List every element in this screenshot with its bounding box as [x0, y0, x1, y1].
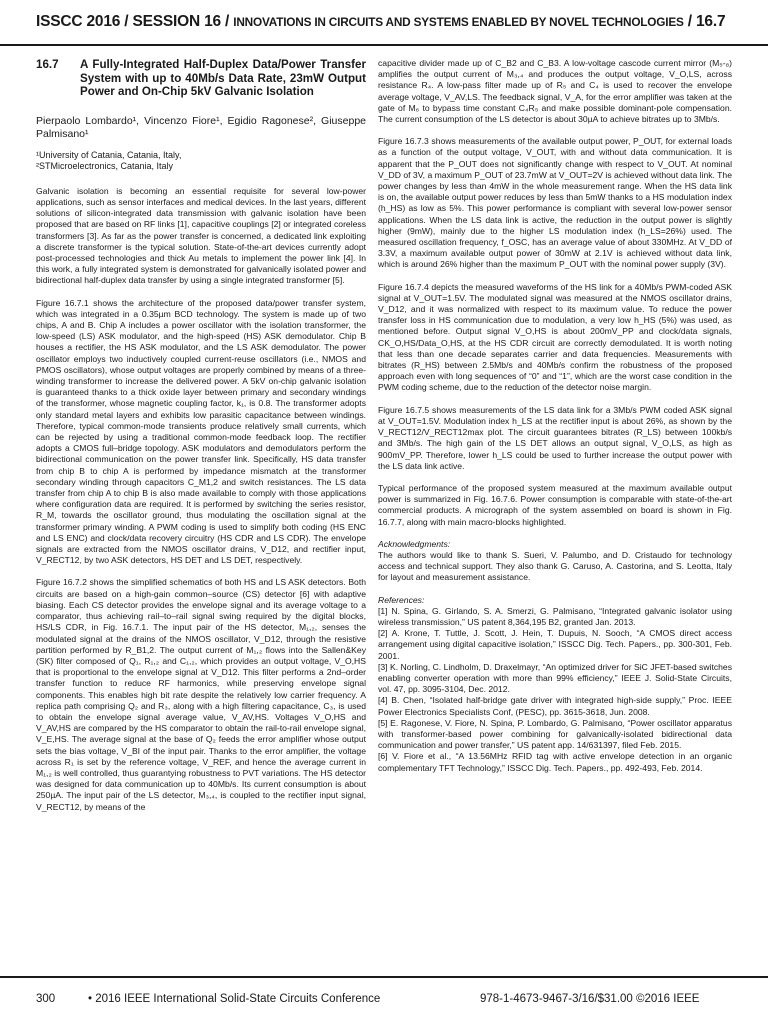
- paper-ref: / 16.7: [683, 13, 726, 30]
- paper-number: 16.7: [36, 58, 59, 71]
- paper-title: A Fully-Integrated Half-Duplex Data/Power Transfer System with up to 40Mb/s Data Rate, 23mW Output Power and On-Chip 5kV Galvanic Isolation: [80, 58, 366, 99]
- reference-item: [3] K. Norling, C. Lindholm, D. Draxelmayr, “An optimized driver for SiC JFET-based switches enabling converter operation with more than 99% efficiency,” IEEE J. Solid-State Circuits, vol. 47, pp. 3095-3104, Dec. 2012.: [378, 661, 732, 695]
- body-paragraph: Figure 16.7.3 shows measurements of the available output power, P_OUT, for external loads as a function of the output voltage, V_OUT, with and without data communication. It is apparent that the P_OUT does not significantly change with respect to V_OUT. At nominal V_DD of 3V, a maximum P_OUT of 23.7mW at V_OUT=2V is achieved without data link. The power changes by less than 4mW in the whole measurement range. When the HS data link is on, the available output power reduces by less than 5mW thanks to a HS modulation index (h_HS) as low as 5%. This power performance is compliant with several low-power sensor applications. When the LS data link is active, the reduction in the output power is slightly higher (9mW), mainly due to the higher LS modulation index (h_LS=26%) used. The measured oscillation frequency, f_OSC, has an average value of about 330MHz. At V_DD of 3.3V, a maximum available output power of 30mW at 2.1V is achieved without data link, which is around 26% higher than the maximum P_OUT with the nominal power supply (3V).: [378, 136, 732, 270]
- session-label: ISSCC 2016 / SESSION 16 /: [36, 13, 234, 30]
- page-footer-left: [36, 993, 380, 1005]
- conference-name: • 2016 IEEE International Solid-State Circuits Conference: [88, 993, 381, 1005]
- author-list: Pierpaolo Lombardo¹, Vincenzo Fiore¹, Egidio Ragonese², Giuseppe Palmisano¹: [36, 114, 366, 140]
- body-paragraph: Figure 16.7.5 shows measurements of the LS data link for a 3Mb/s PWM coded ASK signal at V_OUT=1.5V. Modulation index h_LS at the rectifier input is about 26%, as shown by the V_RECT12/V_RECT12max plot. The circuit guarantees bitrates (R_LS) between 100kb/s and 3Mb/s. The high gain of the LS DET allows an output signal, V_O,LS, as high as 900mV_PP. Therefore, lower h_LS could be used to further increase the output power with the LS data link active.: [378, 404, 732, 471]
- body-paragraph: Galvanic isolation is becoming an essential requisite for several low-power applications, such as sensor interfaces and medical devices. In the last years, different solutions of silicon-integrated data transmission with galvanic isolation have been proposed that are based on RF links [1], capacitive couplings [2] or integrated coreless transformers [3]. As far as the power transfer is concerned, a dedicated link exploiting a discrete transformer is the typical solution. State-of-the-art devices currently adopt post-processed technologies and thick Au metals to implement the power link [4]. In this work, a fully integrated system is demonstrated for galvanically isolated power and bidirectional half-duplex data transfer by using a single integrated transformer [5].: [36, 185, 366, 286]
- reference-item: [6] V. Fiore et al., “A 13.56MHz RFID tag with active envelope detection in an organic complementary TFT Technology,” ISSCC Dig. Tech. Papers., pp. 492-493, Feb. 2014.: [378, 751, 732, 773]
- acknowledgments-text: The authors would like to thank S. Sueri, V. Palumbo, and D. Cristaudo for technology access and technical support. They also thank G. Caruso, A. Castorina, and S. Leotta, Italy for layout and measurement assistance.: [378, 549, 732, 583]
- paper-title-block: [36, 58, 366, 99]
- header-rule: [0, 44, 768, 46]
- running-head: [36, 13, 725, 31]
- body-paragraph: Figure 16.7.2 shows the simplified schematics of both HS and LS ASK detectors. Both circuits are based on a high-gain common–source (CS) detector [6] with adaptive biasing. Each CS detector provides the envelope signal and its average voltage to a comparator, thus achieving rail–to–rail signal swing required by the digital blocks, HS/LS CDR, in Fig. 16.7.1. The input pair of the HS detector, M₁,₂, senses the modulated signal at the drains of the NMOS oscillator, V_D12, through the resistive partition performed by R_B1,2. The output current of M₁,₂ flows into the Sallen&Key (SK) filter composed of Q₁, R₁,₂ and C₁,₂, which provides an output voltage, V_O,HS that is proportional to the envelope signal at V_D12. This filter performs a 2nd–order transfer function to reduce RF harmonics, while preserving envelope signal components. This enables high bit rate despite the relatively low carrier frequency. A replica path comprising Q₂ and R₃, along with a high filtering capacitance, C₃, is used to obtain the envelope signal average value, V_AV,HS. Voltages V_O,HS and V_AV,HS are compared by the HS comparator to obtain the rail-to-rail envelope signal, V_E,HS. The average signal at the base of Q₂ feeds the error amplifier whose output sets the bias voltage, V_BI of the input pair. Thanks to the error amplifier, the voltage across R₁ is set by the reference voltage, V_REF, and hence the average current in M₁,₂ is well controlled, thus guarantying robustness to PVT variations. The HS detector was designed for data communication up to 40Mb/s. Its current consumption is about 250µA. The input pair of the LS detector, M₃,₄, is coupled to the rectifier input signal, V_RECT12, by means of the: [36, 577, 366, 812]
- reference-item: [5] E. Ragonese, V. Fiore, N. Spina, P. Lombardo, G. Palmisano, “Power oscillator apparatus with transformer-based power combining for galvanically-isolated bidirectional data communication and power transfer,” US patent app. 14/631397, filed Feb. 2015.: [378, 717, 732, 751]
- page-header: [0, 0, 768, 44]
- references-heading: References:: [378, 594, 425, 605]
- body-paragraph: Figure 16.7.1 shows the architecture of the proposed data/power transfer system, which was integrated in a 0.35µm BCD technology. The system is made up of two chips, A and B. Chip A includes a power oscillator with the isolation transformer, the low-speed (LS) ASK modulator, and the high-speed (HS) ASK demodulator. Chip B houses a rectifier, the HS ASK modulator, and the LS ASK demodulator. The power oscillator employs two inductively coupled current-reuse oscillators (i.e., NMOS and PMOS oscillators), whose output voltages are properly combined by means of a three-winding transformer to increase the delivered power. A 5kV on-chip galvanic isolation is guaranteed thanks to a thick oxide layer between primary and secondary windings of the transformer, whose magnetic coupling factor, k₁, is 0.8. The transformer adopts only standard metal layers and exhibits low parasitic capacitance between windings. Therefore, typical common-mode transients produce relatively small currents, which can be rejected by using a traditional common-mode feedback loop. The rectifier adopts a CMOS full–bridge topology. ASK modulators and demodulators perform the bidirectional communication on the power transfer link. Specifically, HS data transfer from chip B to chip A is performed by impedance mismatch at the transformer secondary winding through capacitors C_M1,2 and switch resistances. The LS data transfer from chip A to chip B is also made available to comply with those applications where configuration data are required. It is performed by switching the series resistor, R_M, towards the oscillator ground, thus modulating the oscillation signal at the transformer primary winding. A PWM coding is used to simplify both coding (HS ENC and LS ENC) and clock/data recovery circuitry (HS CDR and LS CDR). The envelope signals are extracted from the NMOS oscillator drains, V_D12, and rectifier input, V_RECT12, by two ASK detectors, HS DET and LS DET, respectively.: [36, 297, 366, 566]
- body-paragraph: Figure 16.7.4 depicts the measured waveforms of the HS link for a 40Mb/s PWM-coded ASK signal at V_OUT=1.5V. The modulated signal was measured at the NMOS oscillator drains, V_D12, and it was normalized with respect to its maximum value. To reduce the power transfer loss in HS communication due to modulation, a very low h_HS (5%) was used, as mentioned before. Output signal V_O,HS is about 200mV_PP and clock/data signals, CK_O,HS/Data_O,HS, at the HS CDR circuit are correctly demodulated. It is worth noting that less than one decade separates carrier and data frequencies. Measurements with bitrates (R_HS) between 2.5Mb/s and 40Mb/s confirm the robustness of the proposed approach even with long sequences of “0” and “1”, which are the worst case condition in the PWM coding scheme, due to the reduction of the detector noise margin.: [378, 281, 732, 393]
- body-paragraph: capacitive divider made up of C_B2 and C_B3. A low-voltage cascode current mirror (M₅-₈) amplifies the output current of M₃,₄ and produces the output voltage, V_O,LS, across resistance R₄. A low-pass filter made up of R₅ and C₄ is used to recover the envelope average voltage, V_AV,LS. The feedback signal, V_A, for the error amplifier was taken at the gate of M₆ to bypass time constant C₄R₅ and make possible dominant-pole compensation. The current consumption of the LS detector is about 30µA to achieve bitrates up to 3Mb/s.: [378, 58, 732, 125]
- isbn-copyright: 978-1-4673-9467-3/16/$31.00 ©2016 IEEE: [480, 993, 700, 1005]
- page-number: 300: [36, 993, 56, 1005]
- session-title: INNOVATIONS IN CIRCUITS AND SYSTEMS ENABLED BY NOVEL TECHNOLOGIES: [233, 15, 684, 29]
- affiliations: [36, 150, 366, 173]
- affiliation-1: ¹University of Catania, Catania, Italy,: [36, 149, 182, 160]
- affiliation-2: ²STMicroelectronics, Catania, Italy: [36, 161, 174, 172]
- body-paragraph: Typical performance of the proposed system measured at the maximum available output power is summarized in Fig. 16.7.6. Power consumption is comparable with state-of-the-art commercial products. A micrograph of the system assembled on board is shown in Fig. 16.7.7, along with main macro-blocks highlighted.: [378, 482, 732, 527]
- reference-item: [2] A. Krone, T. Tuttle, J. Scott, J. Hein, T. Dupuis, N. Sooch, “A CMOS direct access arrangement using digital capacitive isolation,” ISSCC Dig. Tech. Papers., pp. 300-301, Feb. 2001.: [378, 628, 732, 661]
- footer-rule: [0, 976, 768, 978]
- right-column: [378, 58, 732, 774]
- reference-item: [4] B. Chen, “Isolated half-bridge gate driver with integrated high-side supply,” Proc. IEEE Power Electronics Specialists Conf, (PESC), pp. 3615-3618, Jun. 2008.: [378, 695, 732, 717]
- reference-item: [1] N. Spina, G. Girlando, S. A. Smerzi, G. Palmisano, “Integrated galvanic isolator using wireless transmission,” US patent 8,364,195 B2, granted Jan. 2013.: [378, 605, 732, 627]
- acknowledgments-heading: Acknowledgments:: [378, 538, 451, 549]
- left-column: [36, 58, 366, 813]
